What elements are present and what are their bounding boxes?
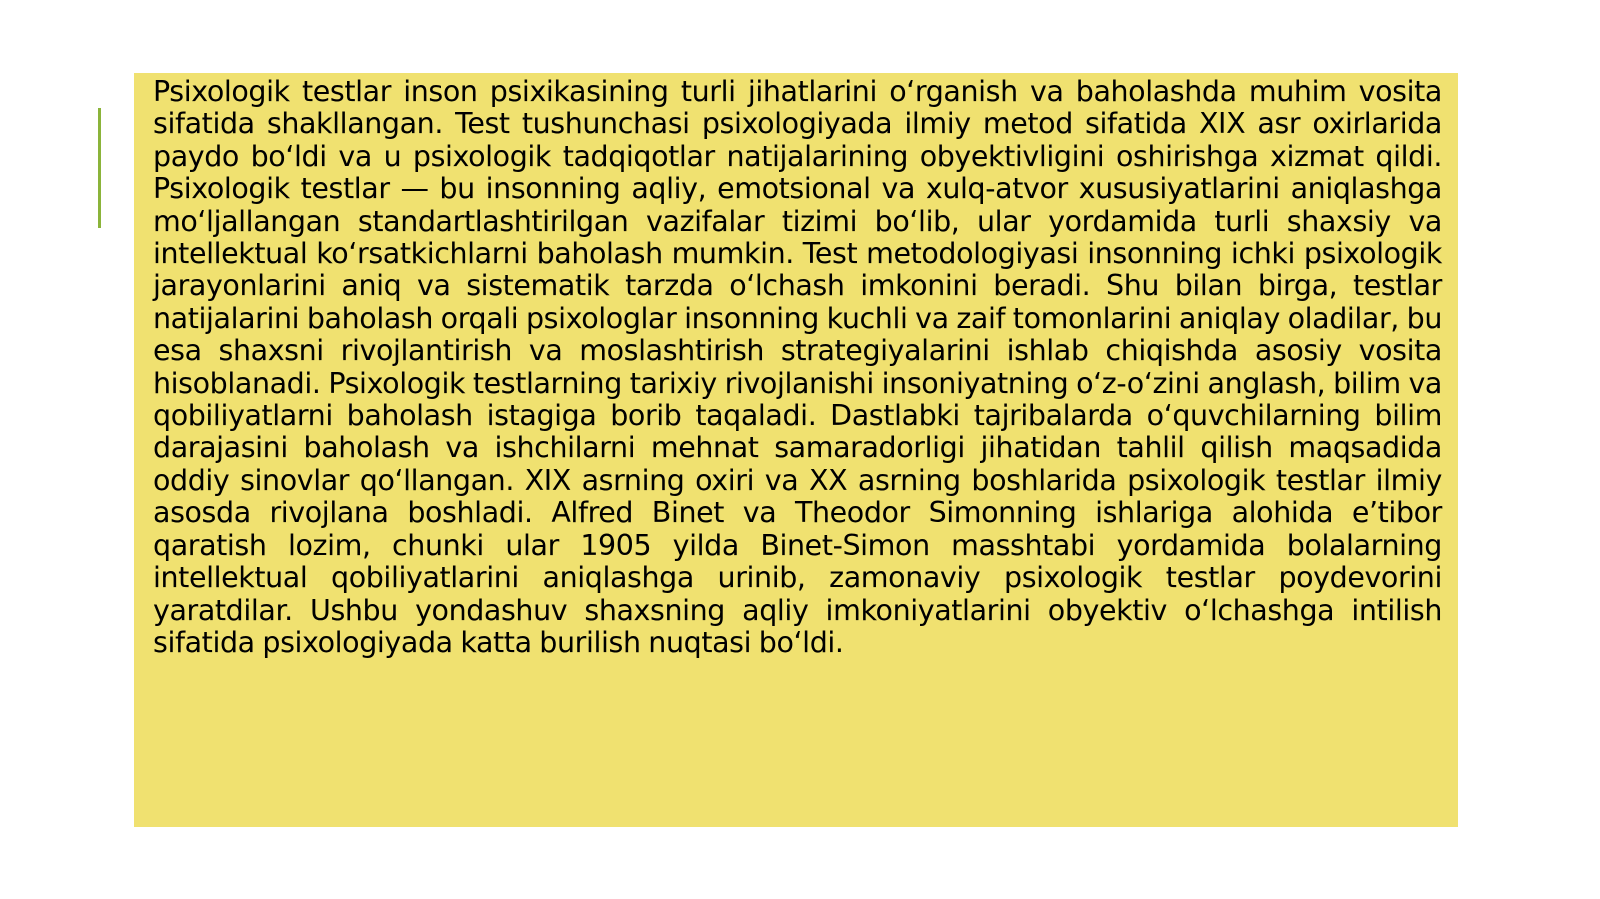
text-box <box>134 73 1458 827</box>
body-paragraph: Psixologik testlar inson psixikasining turli jihatlarini o‘rganish va baholashda muhim vosita sifatida shakllangan. Test tushunchasi psixologiyada ilmiy metod sifatida XIX asr oxirlarida paydo bo‘ldi va u psixologik tadqiqotlar natijalarining obyektivligini oshirishga xizmat qildi. Psixologik testlar — bu insonning aqliy, emotsional va xulq-atvor xususiyatlarini aniqlashga mo‘ljallangan standartlashtirilgan vazifalar tizimi bo‘lib, ular yordamida turli shaxsiy va intellektual ko‘rsatkichlarni baholash mumkin. Test metodologiyasi insonning ichki psixologik jarayonlarini aniq va sistematik tarzda o‘lchash imkonini beradi. Shu bilan birga, testlar natijalarini baholash orqali psixologlar insonning kuchli va zaif tomonlarini aniqlay oladilar, bu esa shaxsni rivojlantirish va moslashtirish strategiyalarini ishlab chiqishda asosiy vosita hisoblanadi. Psixologik testlarning tarixiy rivojlanishi insoniyatning o‘z-o‘zini anglash, bilim va qobiliyatlarni baholash istagiga borib taqaladi. Dastlabki tajribalarda o‘quvchilarning bilim darajasini baholash va ishchilarni mehnat samaradorligi jihatidan tahlil qilish maqsadida oddiy sinovlar qo‘llangan. XIX asrning oxiri va XX asrning boshlarida psixologik testlar ilmiy asosda rivojlana boshladi. Alfred Binet va Theodor Simonning ishlariga alohida e’tibor qaratish lozim, chunki ular 1905 yilda Binet-Simon masshtabi yordamida bolalarning intellektual qobiliyatlarini aniqlashga urinib, zamonaviy psixologik testlar poydevorini yaratdilar. Ushbu yondashuv shaxsning aqliy imkoniyatlarini obyektiv o‘lchashga intilish sifatida psixologiyada katta burilish nuqtasi bo‘ldi. <box>153 75 1442 659</box>
accent-bar <box>98 108 101 228</box>
